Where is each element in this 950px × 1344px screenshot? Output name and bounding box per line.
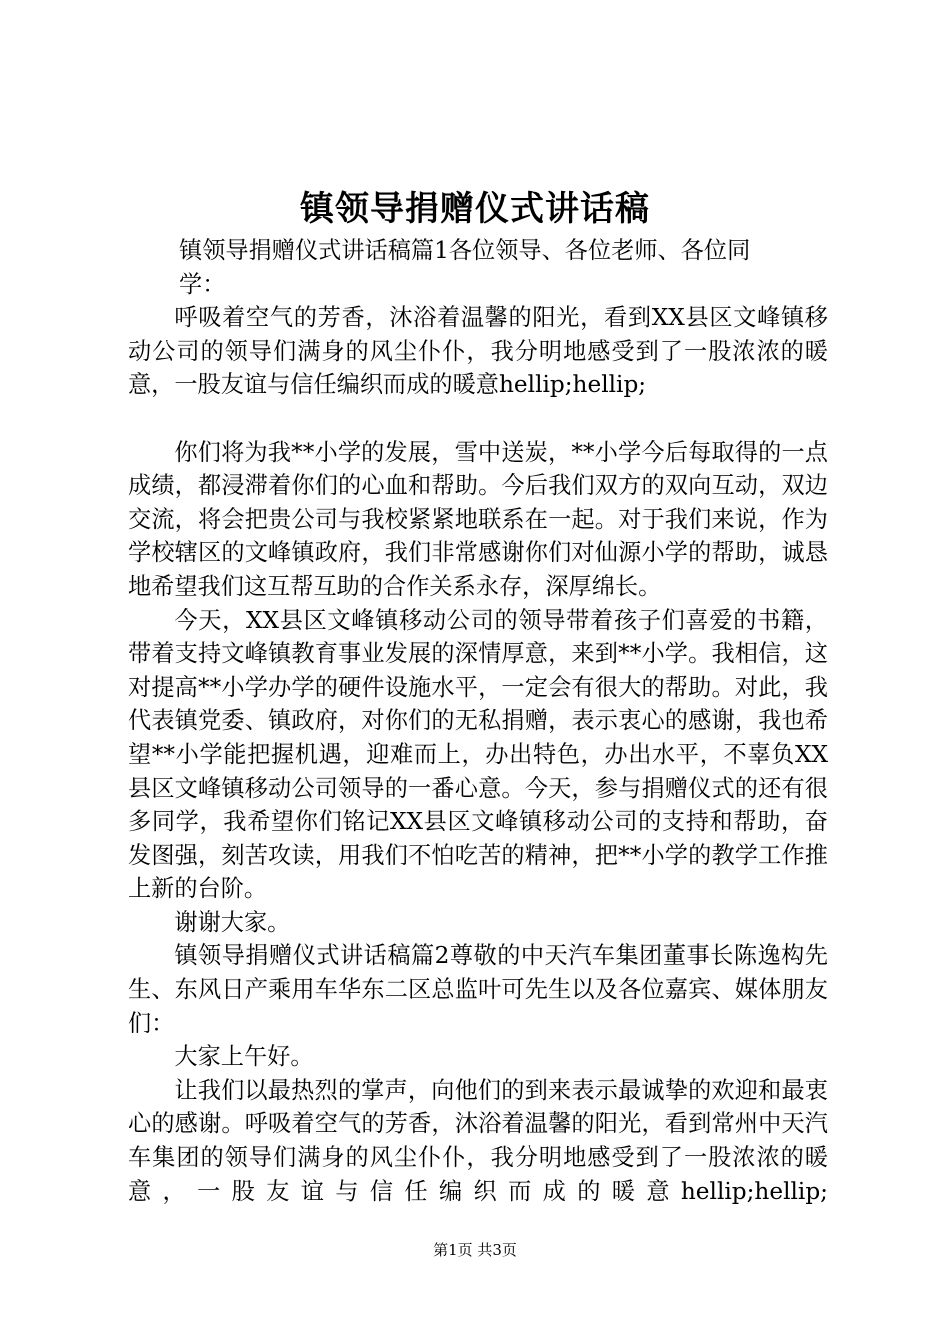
document-title: 镇领导捐赠仪式讲话稿 xyxy=(300,189,650,229)
paragraph-1: 镇领导捐赠仪式讲话稿篇1各位领导、各位老师、各位同学： xyxy=(179,237,751,298)
page-number-footer: 第1页 共3页 xyxy=(433,1241,517,1259)
paragraph-5: 谢谢大家。 xyxy=(174,908,291,936)
document-body xyxy=(128,234,828,1208)
paragraph-2: 呼吸着空气的芳香，沐浴着温馨的阳光，看到XX县区文峰镇移动公司的领导们满身的风尘仆仆，我分明地感受到了一股浓浓的暖意，一股友谊与信任编织而成的暖意hellip;hellip; xyxy=(128,304,828,399)
paragraph-8: 让我们以最热烈的掌声，向他们的到来表示最诚挚的欢迎和最衷心的感谢。呼吸着空气的芳香，沐浴着温馨的阳光，看到常州中天汽车集团的领导们满身的风尘仆仆，我分明地感受到了一股浓浓的暖意，一股友谊与信任编织而成的暖意hellip;hellip; xyxy=(128,1076,828,1205)
paragraph-7: 大家上午好。 xyxy=(174,1043,314,1071)
paragraph-4: 今天，XX县区文峰镇移动公司的领导带着孩子们喜爱的书籍，带着支持文峰镇教育事业发展的深情厚意，来到**小学。我相信，这对提高**小学办学的硬件设施水平，一定会有很大的帮助。对此，我代表镇党委、镇政府，对你们的无私捐赠，表示衷心的感谢，我也希望**小学能把握机遇，迎难而上，办出特色，办出水平，不辜负XX县区文峰镇移动公司领导的一番心意。今天，参与捐赠仪式的还有很多同学，我希望你们铭记XX县区文峰镇移动公司的支持和帮助，奋发图强，刻苦攻读，用我们不怕吃苦的精神，把**小学的教学工作推上新的台阶。 xyxy=(128,606,828,903)
paragraph-3: 你们将为我**小学的发展，雪中送炭，**小学今后每取得的一点成绩，都浸滞着你们的心血和帮助。今后我们双方的双向互动，双边交流，将会把贵公司与我校紧紧地联系在一起。对于我们来说，作为学校辖区的文峰镇政府，我们非常感谢你们对仙源小学的帮助，诚恳地希望我们这互帮互助的合作关系永存，深厚绵长。 xyxy=(128,438,828,600)
paragraph-6: 镇领导捐赠仪式讲话稿篇2尊敬的中天汽车集团董事长陈逸构先生、东风日产乘用车华东二区总监叶可先生以及各位嘉宾、媒体朋友们： xyxy=(128,942,828,1037)
